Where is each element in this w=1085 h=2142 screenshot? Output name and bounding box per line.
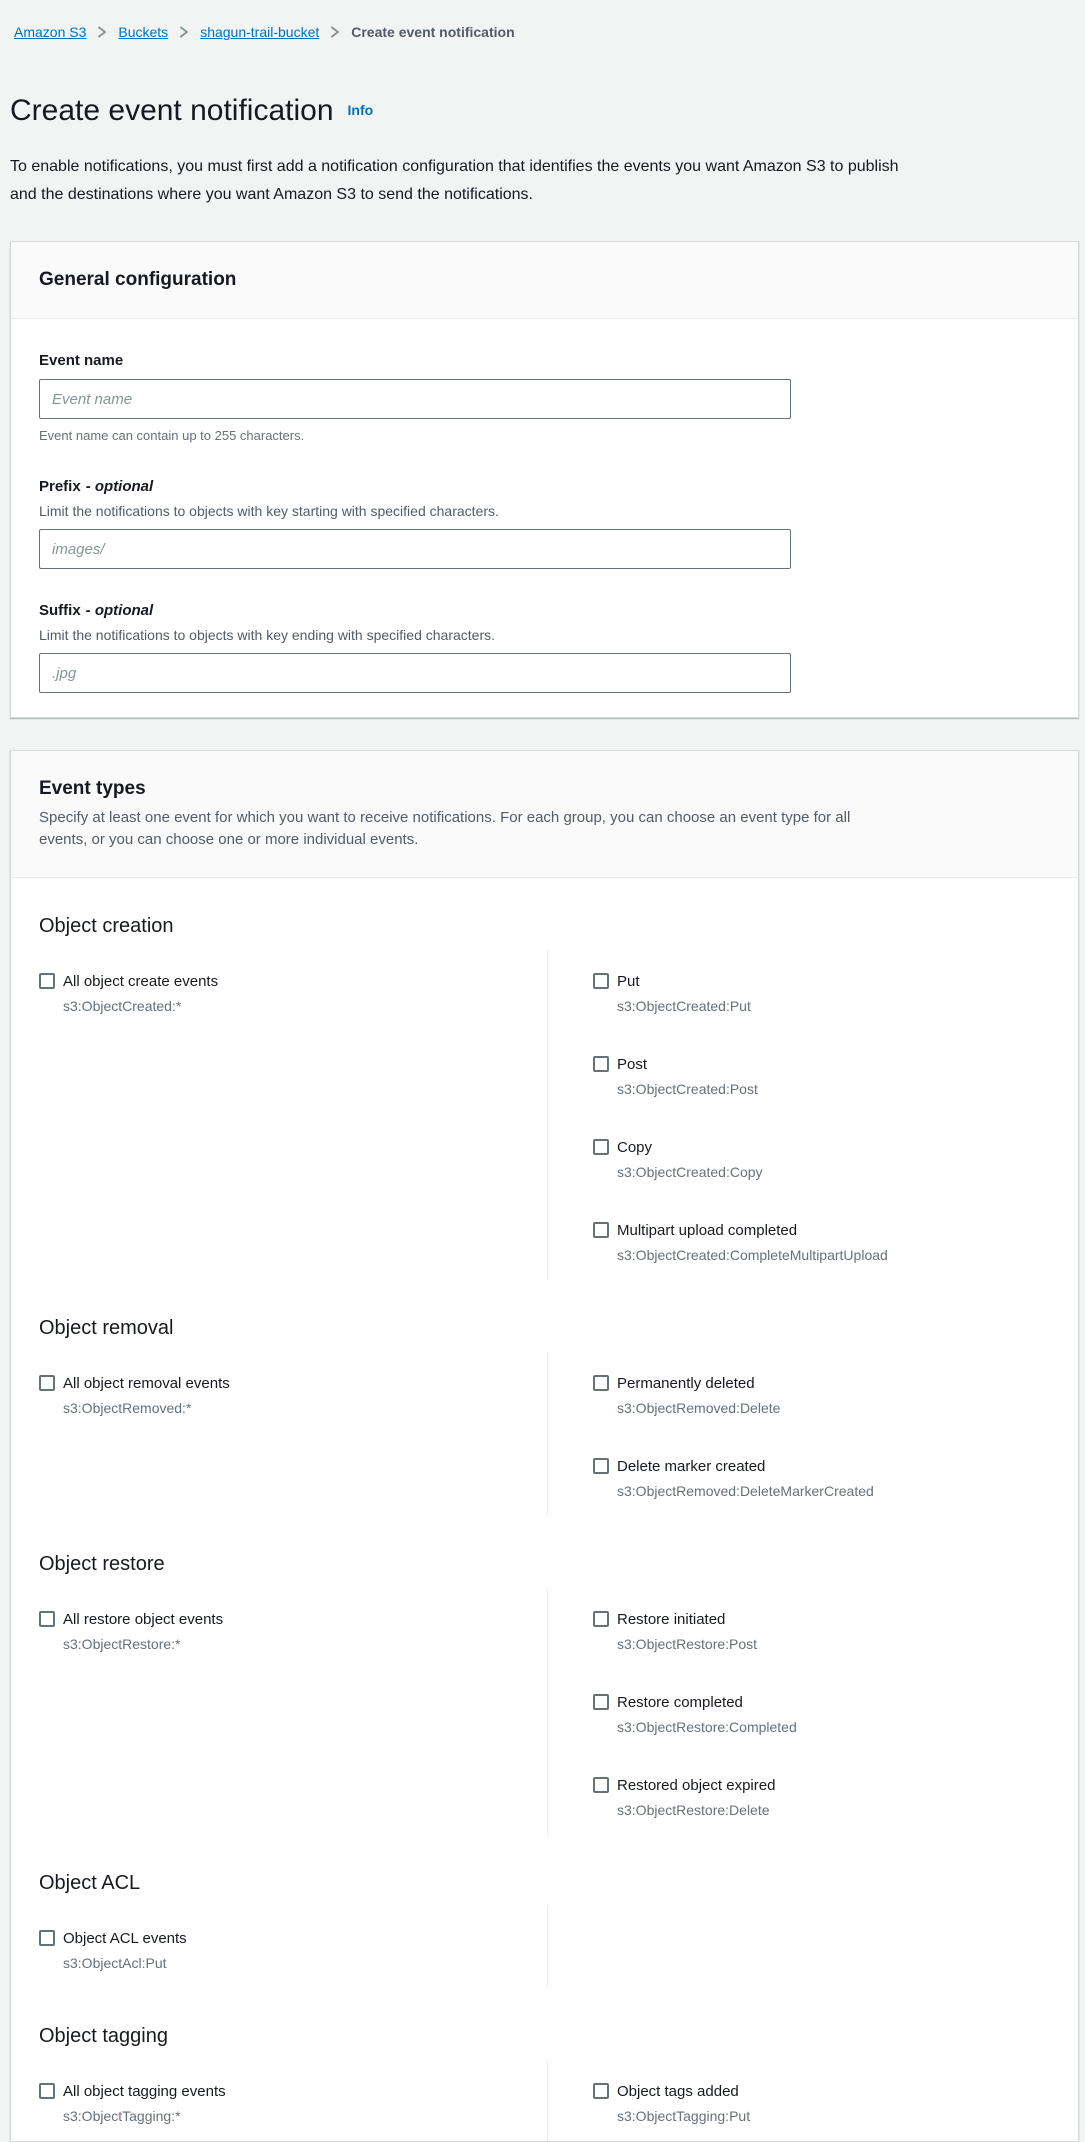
general-configuration-title: General configuration: [39, 269, 237, 290]
event-type-code: s3:ObjectRemoved:DeleteMarkerCreated: [617, 1483, 874, 1499]
multipart-upload-completed-checkbox[interactable]: [593, 1222, 609, 1238]
general-configuration-header: [11, 242, 1078, 319]
all-object-create-events-checkbox[interactable]: [39, 973, 55, 989]
event-type-item-object-acl-events: [39, 1929, 523, 1972]
event-type-label: Object tags added: [617, 2083, 739, 2100]
restore-initiated-checkbox[interactable]: [593, 1611, 609, 1627]
event-type-label: Post: [617, 1056, 648, 1073]
event-type-code: s3:ObjectRemoved:*: [63, 1400, 192, 1416]
event-type-item-delete-marker-created: [593, 1457, 1050, 1500]
section-heading: Object removal: [39, 1317, 174, 1339]
event-type-code: s3:ObjectRestore:*: [63, 1636, 181, 1652]
event-type-code: s3:ObjectCreated:Copy: [617, 1164, 763, 1180]
event-type-label: Copy: [617, 1139, 653, 1156]
section-column-right: [548, 950, 1050, 1280]
post-checkbox[interactable]: [593, 1056, 609, 1072]
suffix-field: [39, 601, 1050, 693]
section-column-left: [39, 2060, 548, 2141]
event-type-item-multipart-upload-completed: [593, 1221, 1050, 1264]
event-type-label: Restored object expired: [617, 1777, 776, 1794]
event-type-label: All restore object events: [63, 1611, 224, 1628]
event-type-item-restore-initiated: [593, 1610, 1050, 1653]
section-object-acl: [39, 1835, 1050, 1988]
event-type-code: s3:ObjectRestore:Completed: [617, 1719, 797, 1735]
field-label: Suffix: [39, 602, 81, 619]
restored-object-expired-checkbox[interactable]: [593, 1777, 609, 1793]
event-type-item-all-object-create-events: [39, 972, 523, 1015]
section-heading: Object tagging: [39, 2025, 168, 2047]
event-type-label: Restore initiated: [617, 1611, 726, 1628]
event-type-code: s3:ObjectRestore:Post: [617, 1636, 758, 1652]
page-title: [10, 92, 1079, 129]
field-helper-text: Event name can contain up to 255 characters.: [39, 428, 305, 443]
event-type-code: s3:ObjectAcl:Put: [63, 1955, 167, 1971]
event-type-code: s3:ObjectCreated:*: [63, 998, 182, 1014]
event-type-code: s3:ObjectCreated:Post: [617, 1081, 758, 1097]
event-type-item-put: [593, 972, 1050, 1015]
breadcrumb-link-amazon-s3[interactable]: Amazon S3: [14, 24, 87, 40]
event-type-item-restored-object-expired: [593, 1776, 1050, 1819]
event-type-label: All object removal events: [63, 1375, 230, 1392]
event-types-description: Specify at least one event for which you want to receive notifications. For each group, you can choose an event type for all events, or you can choose one or more individual events.: [39, 809, 851, 848]
event-type-code: s3:ObjectRestore:Delete: [617, 1802, 770, 1818]
section-object-restore: [39, 1516, 1050, 1835]
copy-checkbox[interactable]: [593, 1139, 609, 1155]
breadcrumb-link-buckets[interactable]: Buckets: [118, 24, 169, 40]
page: [0, 22, 1085, 2142]
section-heading: Object creation: [39, 915, 174, 937]
event-type-code: s3:ObjectCreated:CompleteMultipartUpload: [617, 1247, 888, 1263]
section-column-right: [548, 1352, 1050, 1516]
object-tags-added-checkbox[interactable]: [593, 2083, 609, 2099]
page-title-text: Create event notification: [10, 94, 334, 127]
event-types-card: [10, 750, 1079, 2142]
event-types-body: [11, 878, 1078, 2141]
event-type-item-post: [593, 1055, 1050, 1098]
event-type-item-restore-completed: [593, 1693, 1050, 1736]
info-link[interactable]: Info: [347, 102, 374, 118]
event-type-label: Delete marker created: [617, 1458, 766, 1475]
event-type-code: s3:ObjectCreated:Put: [617, 998, 751, 1014]
field-label: Event name: [39, 352, 124, 369]
section-object-removal: [39, 1280, 1050, 1516]
breadcrumb-chevron-icon: [177, 24, 191, 40]
event-type-item-all-object-removal-events: [39, 1374, 523, 1417]
event-type-label: All object create events: [63, 973, 219, 990]
section-object-tagging: [39, 1988, 1050, 2141]
general-configuration-body: [11, 319, 1078, 717]
field-label: Prefix: [39, 478, 81, 495]
page-description: To enable notifications, you must first add a notification configuration that identifies the events you want Amazon S3 to publish and the destinations where you want Amazon S3 to send the notifications.: [10, 158, 899, 203]
restore-completed-checkbox[interactable]: [593, 1694, 609, 1710]
breadcrumb-chevron-icon: [328, 24, 342, 40]
event-type-item-copy: [593, 1138, 1050, 1181]
field-optional-label: - optional: [85, 602, 154, 619]
section-column-right: [548, 1588, 1050, 1835]
general-configuration-card: [10, 241, 1079, 718]
event-types-title: Event types: [39, 778, 146, 799]
all-object-removal-events-checkbox[interactable]: [39, 1375, 55, 1391]
section-column-left: [39, 1352, 548, 1516]
breadcrumb-current-create-event-notification: Create event notification: [351, 24, 515, 40]
suffix-input[interactable]: [39, 653, 791, 693]
event-name-field: [39, 351, 1050, 445]
field-description: Limit the notifications to objects with key starting with specified characters.: [39, 503, 499, 519]
permanently-deleted-checkbox[interactable]: [593, 1375, 609, 1391]
event-types-header: [11, 751, 1078, 878]
event-type-label: Restore completed: [617, 1694, 743, 1711]
prefix-field: [39, 477, 1050, 569]
all-object-tagging-events-checkbox[interactable]: [39, 2083, 55, 2099]
put-checkbox[interactable]: [593, 973, 609, 989]
field-optional-label: - optional: [85, 478, 154, 495]
breadcrumb-chevron-icon: [95, 24, 109, 40]
section-column-left: [39, 950, 548, 1280]
section-column-right: [548, 2060, 1050, 2141]
section-object-creation: [39, 878, 1050, 1280]
object-acl-events-checkbox[interactable]: [39, 1930, 55, 1946]
event-type-label: Put: [617, 973, 640, 990]
field-description: Limit the notifications to objects with key ending with specified characters.: [39, 627, 496, 643]
event-type-label: Object ACL events: [63, 1930, 187, 1947]
event-type-label: Multipart upload completed: [617, 1222, 798, 1239]
event-type-code: s3:ObjectTagging:*: [63, 2108, 181, 2124]
event-type-code: s3:ObjectTagging:Put: [617, 2108, 751, 2124]
section-column-left: [39, 1588, 548, 1835]
prefix-input[interactable]: [39, 529, 791, 569]
event-type-item-object-tags-added: [593, 2082, 1050, 2125]
section-column-left: [39, 1907, 548, 1988]
all-restore-object-events-checkbox[interactable]: [39, 1611, 55, 1627]
event-type-item-all-object-tagging-events: [39, 2082, 523, 2125]
event-name-input[interactable]: [39, 379, 791, 419]
breadcrumb-link-shagun-trail-bucket[interactable]: shagun-trail-bucket: [200, 24, 320, 40]
breadcrumb: [14, 22, 1079, 42]
section-heading: Object ACL: [39, 1872, 141, 1894]
event-type-label: Permanently deleted: [617, 1375, 755, 1392]
section-heading: Object restore: [39, 1553, 165, 1575]
section-column-right: [548, 1907, 1050, 1988]
event-type-label: All object tagging events: [63, 2083, 226, 2100]
event-type-code: s3:ObjectRemoved:Delete: [617, 1400, 781, 1416]
delete-marker-created-checkbox[interactable]: [593, 1458, 609, 1474]
event-type-item-all-restore-object-events: [39, 1610, 523, 1653]
event-type-item-permanently-deleted: [593, 1374, 1050, 1417]
